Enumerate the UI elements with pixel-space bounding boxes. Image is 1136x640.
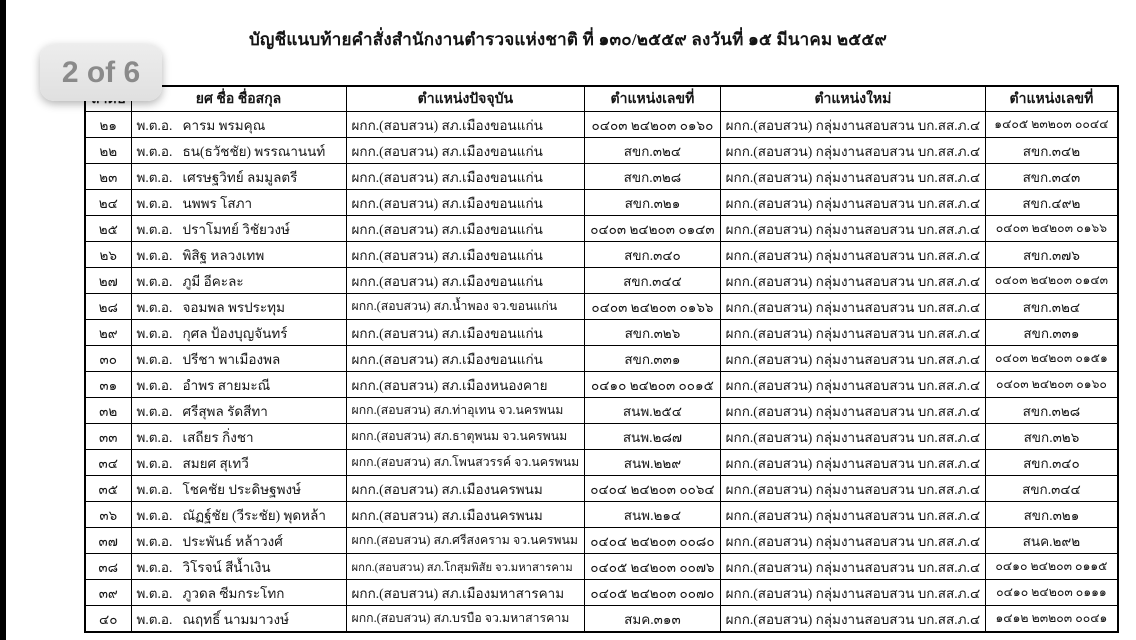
table-row	[85, 606, 1118, 633]
cell-new-position: ผกก.(สอบสวน) กลุ่มงานสอบสวน บก.สส.ภ.๔	[720, 424, 986, 450]
name-label: วิโรจน์ สีน้ำเงิน	[182, 559, 271, 575]
name-label: ปราโมทย์ วิชัยวงษ์	[182, 221, 290, 237]
cell-new-position: ผกก.(สอบสวน) กลุ่มงานสอบสวน บก.สส.ภ.๔	[720, 398, 986, 424]
cell-rank-name	[131, 502, 346, 528]
cell-current-position: ผกก.(สอบสวน) สภ.เมืองขอนแก่น	[346, 112, 585, 138]
cell-rank-name	[131, 138, 346, 164]
cell-position-number: สขก.๓๓๑	[585, 346, 720, 372]
cell-new-position: ผกก.(สอบสวน) กลุ่มงานสอบสวน บก.สส.ภ.๔	[720, 320, 986, 346]
cell-new-position: ผกก.(สอบสวน) กลุ่มงานสอบสวน บก.สส.ภ.๔	[720, 138, 986, 164]
cell-rank-name	[131, 242, 346, 268]
cell-rank-name	[131, 606, 346, 633]
table-row	[85, 320, 1118, 346]
cell-position-number: สนพ.๒๘๗	[585, 424, 720, 450]
rank-label: พ.ต.อ.	[136, 507, 173, 523]
cell-row-number: ๓๗	[85, 528, 131, 554]
cell-new-position: ผกก.(สอบสวน) กลุ่มงานสอบสวน บก.สส.ภ.๔	[720, 164, 986, 190]
cell-row-number: ๓๒	[85, 398, 131, 424]
cell-current-position: ผกก.(สอบสวน) สภ.เมืองหนองคาย	[346, 372, 585, 398]
cell-new-position-number: ๐๔๐๓ ๒๔๒๐๓ ๐๑๔๓	[986, 268, 1118, 294]
column-header-current-position: ตำแหน่งปัจจุบัน	[346, 86, 585, 112]
cell-position-number: สมค.๓๑๓	[585, 606, 720, 633]
cell-position-number: สนพ.๒๒๙	[585, 450, 720, 476]
table-row	[85, 502, 1118, 528]
table-row	[85, 268, 1118, 294]
name-label: จอมพล พรประทุม	[182, 299, 285, 315]
name-label: พิสิฐ หลวงเทพ	[182, 247, 265, 263]
cell-new-position-number: ๐๔๐๓ ๒๔๒๐๓ ๐๑๖๖	[986, 216, 1118, 242]
cell-current-position: ผกก.(สอบสวน) สภ.บรบือ จว.มหาสารคาม	[346, 606, 585, 633]
column-header-rank-name: ยศ ชื่อ ชื่อสกุล	[131, 86, 346, 112]
cell-current-position: ผกก.(สอบสวน) สภ.เมืองขอนแก่น	[346, 320, 585, 346]
cell-rank-name	[131, 424, 346, 450]
cell-row-number: ๒๔	[85, 190, 131, 216]
cell-row-number: ๓๘	[85, 554, 131, 580]
column-header-new-position-number: ตำแหน่งเลขที่	[986, 86, 1118, 112]
cell-position-number: ๐๔๑๐ ๒๔๒๐๓ ๐๐๑๕	[585, 372, 720, 398]
cell-new-position-number: สขก.๓๔๒	[986, 138, 1118, 164]
rank-label: พ.ต.อ.	[136, 117, 173, 133]
cell-new-position: ผกก.(สอบสวน) กลุ่มงานสอบสวน บก.สส.ภ.๔	[720, 190, 986, 216]
name-label: ภูมี อีคะละ	[182, 273, 244, 289]
cell-current-position: ผกก.(สอบสวน) สภ.เมืองขอนแก่น	[346, 216, 585, 242]
name-label: ณฤทธิ์ นามมาวงษ์	[182, 611, 289, 627]
name-label: ปรีชา พาเมืองพล	[182, 351, 281, 367]
rank-label: พ.ต.อ.	[136, 299, 173, 315]
cell-position-number: สนพ.๒๑๔	[585, 502, 720, 528]
rank-label: พ.ต.อ.	[136, 221, 173, 237]
cell-row-number: ๒๗	[85, 268, 131, 294]
cell-new-position-number: ๑๔๑๒ ๒๓๒๐๓ ๐๐๔๑	[986, 606, 1118, 633]
column-header-position-number: ตำแหน่งเลขที่	[585, 86, 720, 112]
cell-new-position: ผกก.(สอบสวน) กลุ่มงานสอบสวน บก.สส.ภ.๔	[720, 554, 986, 580]
cell-position-number: ๐๔๐๔ ๒๔๒๐๓ ๐๐๖๔	[585, 476, 720, 502]
cell-position-number: ๐๔๐๕ ๒๔๒๐๓ ๐๐๗๐	[585, 580, 720, 606]
cell-position-number: สขก.๓๒๖	[585, 320, 720, 346]
cell-row-number: ๒๕	[85, 216, 131, 242]
cell-current-position: ผกก.(สอบสวน) สภ.ท่าอุเทน จว.นครพนม	[346, 398, 585, 424]
name-label: กุศล ป้องบุญจันทร์	[182, 325, 288, 341]
cell-new-position-number: สขก.๓๔๔	[986, 476, 1118, 502]
cell-current-position: ผกก.(สอบสวน) สภ.ธาตุพนม จว.นครพนม	[346, 424, 585, 450]
table-row	[85, 112, 1118, 138]
cell-new-position-number: สขก.๔๙๒	[986, 190, 1118, 216]
cell-new-position-number: สขก.๓๔๓	[986, 164, 1118, 190]
name-label: เศรษฐวิทย์ ลมมูลตรี	[182, 169, 298, 185]
cell-rank-name	[131, 554, 346, 580]
cell-row-number: ๓๕	[85, 476, 131, 502]
table-row	[85, 528, 1118, 554]
cell-row-number: ๓๖	[85, 502, 131, 528]
name-label: โชคชัย ประดิษฐพงษ์	[182, 481, 301, 497]
table-row	[85, 242, 1118, 268]
cell-position-number: ๐๔๐๔ ๒๔๒๐๓ ๐๐๘๐	[585, 528, 720, 554]
name-label: ประพันธ์ หล้าวงศ์	[182, 533, 283, 549]
cell-rank-name	[131, 112, 346, 138]
cell-row-number: ๒๑	[85, 112, 131, 138]
rank-label: พ.ต.อ.	[136, 169, 173, 185]
cell-new-position: ผกก.(สอบสวน) กลุ่มงานสอบสวน บก.สส.ภ.๔	[720, 372, 986, 398]
cell-position-number: ๐๔๐๓ ๒๔๒๐๓ ๐๑๖๐	[585, 112, 720, 138]
cell-new-position-number: สนค.๒๙๒	[986, 528, 1118, 554]
rank-label: พ.ต.อ.	[136, 403, 173, 419]
table-row	[85, 190, 1118, 216]
name-label: อำพร สายมะณี	[182, 377, 271, 393]
cell-rank-name	[131, 528, 346, 554]
rank-label: พ.ต.อ.	[136, 455, 173, 471]
cell-new-position-number: สขก.๓๒๖	[986, 424, 1118, 450]
screenshot-left-edge-bar	[0, 0, 6, 640]
cell-current-position: ผกก.(สอบสวน) สภ.เมืองขอนแก่น	[346, 138, 585, 164]
cell-new-position: ผกก.(สอบสวน) กลุ่มงานสอบสวน บก.สส.ภ.๔	[720, 268, 986, 294]
name-label: นพพร โสภา	[182, 195, 253, 211]
cell-new-position: ผกก.(สอบสวน) กลุ่มงานสอบสวน บก.สส.ภ.๔	[720, 502, 986, 528]
name-label: เสถียร กิ่งชา	[182, 429, 254, 445]
cell-rank-name	[131, 372, 346, 398]
cell-new-position-number: ๐๔๑๐ ๒๔๒๐๓ ๐๑๑๕	[986, 554, 1118, 580]
cell-row-number: ๓๓	[85, 424, 131, 450]
page-indicator-badge: 2 of 6	[40, 44, 162, 101]
cell-rank-name	[131, 398, 346, 424]
name-label: ณัฏฐ์ชัย (วีระชัย) พุดหล้า	[182, 507, 326, 523]
rank-label: พ.ต.อ.	[136, 585, 173, 601]
cell-row-number: ๒๓	[85, 164, 131, 190]
cell-current-position: ผกก.(สอบสวน) สภ.เมืองนครพนม	[346, 476, 585, 502]
rank-label: พ.ต.อ.	[136, 377, 173, 393]
rank-label: พ.ต.อ.	[136, 481, 173, 497]
cell-rank-name	[131, 580, 346, 606]
table-row	[85, 476, 1118, 502]
cell-rank-name	[131, 476, 346, 502]
cell-new-position: ผกก.(สอบสวน) กลุ่มงานสอบสวน บก.สส.ภ.๔	[720, 580, 986, 606]
table-row	[85, 372, 1118, 398]
table-row	[85, 424, 1118, 450]
cell-position-number: ๐๔๐๓ ๒๔๒๐๓ ๐๑๔๓	[585, 216, 720, 242]
cell-new-position-number: ๐๔๑๐ ๒๔๒๐๓ ๐๑๑๑	[986, 580, 1118, 606]
cell-position-number: ๐๔๐๓ ๒๔๒๐๓ ๐๑๖๖	[585, 294, 720, 320]
table-row	[85, 554, 1118, 580]
table-row	[85, 450, 1118, 476]
rank-label: พ.ต.อ.	[136, 143, 173, 159]
cell-current-position: ผกก.(สอบสวน) สภ.เมืองขอนแก่น	[346, 242, 585, 268]
name-label: คารม พรมคุณ	[182, 117, 266, 133]
cell-row-number: ๓๐	[85, 346, 131, 372]
cell-current-position: ผกก.(สอบสวน) สภ.เมืองมหาสารคาม	[346, 580, 585, 606]
table-row	[85, 138, 1118, 164]
column-header-new-position: ตำแหน่งใหม่	[720, 86, 986, 112]
rank-label: พ.ต.อ.	[136, 325, 173, 341]
cell-current-position: ผกก.(สอบสวน) สภ.เมืองขอนแก่น	[346, 268, 585, 294]
rank-label: พ.ต.อ.	[136, 559, 173, 575]
cell-current-position: ผกก.(สอบสวน) สภ.เมืองขอนแก่น	[346, 346, 585, 372]
cell-rank-name	[131, 294, 346, 320]
table-row	[85, 346, 1118, 372]
rank-label: พ.ต.อ.	[136, 429, 173, 445]
rank-label: พ.ต.อ.	[136, 247, 173, 263]
rank-label: พ.ต.อ.	[136, 273, 173, 289]
cell-new-position-number: สขก.๓๒๑	[986, 502, 1118, 528]
name-label: ศรีสุพล รัดสีทา	[182, 403, 268, 419]
cell-position-number: ๐๔๐๕ ๒๔๒๐๓ ๐๐๗๖	[585, 554, 720, 580]
cell-new-position: ผกก.(สอบสวน) กลุ่มงานสอบสวน บก.สส.ภ.๔	[720, 450, 986, 476]
cell-rank-name	[131, 190, 346, 216]
cell-new-position-number: ๑๔๐๕ ๒๓๒๐๓ ๐๐๔๔	[986, 112, 1118, 138]
cell-position-number: สขก.๓๒๔	[585, 138, 720, 164]
cell-new-position: ผกก.(สอบสวน) กลุ่มงานสอบสวน บก.สส.ภ.๔	[720, 476, 986, 502]
rank-label: พ.ต.อ.	[136, 533, 173, 549]
cell-row-number: ๓๔	[85, 450, 131, 476]
table-row	[85, 580, 1118, 606]
cell-rank-name	[131, 450, 346, 476]
cell-row-number: ๒๒	[85, 138, 131, 164]
cell-new-position-number: สขก.๓๓๑	[986, 320, 1118, 346]
cell-position-number: สขก.๓๔๔	[585, 268, 720, 294]
cell-current-position: ผกก.(สอบสวน) สภ.เมืองนครพนม	[346, 502, 585, 528]
header-row	[85, 86, 1118, 112]
rank-label: พ.ต.อ.	[136, 351, 173, 367]
cell-current-position: ผกก.(สอบสวน) สภ.เมืองขอนแก่น	[346, 190, 585, 216]
cell-position-number: สขก.๓๔๐	[585, 242, 720, 268]
table-row	[85, 294, 1118, 320]
cell-new-position-number: สขก.๓๔๐	[986, 450, 1118, 476]
cell-current-position: ผกก.(สอบสวน) สภ.ศรีสงคราม จว.นครพนม	[346, 528, 585, 554]
cell-current-position: ผกก.(สอบสวน) สภ.น้ำพอง จว.ขอนแก่น	[346, 294, 585, 320]
name-label: ภูวดล ซีมกระโทก	[182, 585, 285, 601]
cell-current-position: ผกก.(สอบสวน) สภ.โพนสวรรค์ จว.นครพนม	[346, 450, 585, 476]
cell-new-position: ผกก.(สอบสวน) กลุ่มงานสอบสวน บก.สส.ภ.๔	[720, 294, 986, 320]
cell-position-number: สขก.๓๒๘	[585, 164, 720, 190]
cell-rank-name	[131, 268, 346, 294]
cell-row-number: ๔๐	[85, 606, 131, 633]
cell-new-position: ผกก.(สอบสวน) กลุ่มงานสอบสวน บก.สส.ภ.๔	[720, 528, 986, 554]
cell-row-number: ๒๙	[85, 320, 131, 346]
officer-transfer-table	[84, 85, 1119, 633]
table-row	[85, 216, 1118, 242]
cell-rank-name	[131, 320, 346, 346]
cell-current-position: ผกก.(สอบสวน) สภ.เมืองขอนแก่น	[346, 164, 585, 190]
cell-new-position-number: สขก.๓๒๘	[986, 398, 1118, 424]
cell-row-number: ๒๘	[85, 294, 131, 320]
cell-rank-name	[131, 346, 346, 372]
table-row	[85, 398, 1118, 424]
rank-label: พ.ต.อ.	[136, 611, 173, 627]
cell-new-position: ผกก.(สอบสวน) กลุ่มงานสอบสวน บก.สส.ภ.๔	[720, 216, 986, 242]
cell-current-position: ผกก.(สอบสวน) สภ.โกสุมพิสัย จว.มหาสารคาม	[346, 554, 585, 580]
cell-new-position-number: สขก.๓๗๖	[986, 242, 1118, 268]
cell-new-position-number: สขก.๓๒๔	[986, 294, 1118, 320]
cell-new-position: ผกก.(สอบสวน) กลุ่มงานสอบสวน บก.สส.ภ.๔	[720, 346, 986, 372]
rank-label: พ.ต.อ.	[136, 195, 173, 211]
cell-position-number: สนพ.๒๕๔	[585, 398, 720, 424]
cell-row-number: ๓๙	[85, 580, 131, 606]
cell-new-position-number: ๐๔๐๓ ๒๔๒๐๓ ๐๑๕๑	[986, 346, 1118, 372]
cell-rank-name	[131, 216, 346, 242]
name-label: ธน(ธวัชชัย) พรรณานนท์	[182, 143, 326, 159]
table-row	[85, 164, 1118, 190]
cell-new-position-number: ๐๔๐๓ ๒๔๒๐๓ ๐๑๖๐	[986, 372, 1118, 398]
cell-new-position: ผกก.(สอบสวน) กลุ่มงานสอบสวน บก.สส.ภ.๔	[720, 242, 986, 268]
cell-new-position: ผกก.(สอบสวน) กลุ่มงานสอบสวน บก.สส.ภ.๔	[720, 606, 986, 633]
cell-row-number: ๓๑	[85, 372, 131, 398]
cell-new-position: ผกก.(สอบสวน) กลุ่มงานสอบสวน บก.สส.ภ.๔	[720, 112, 986, 138]
cell-row-number: ๒๖	[85, 242, 131, 268]
document-title: บัญชีแนบท้ายคำสั่งสำนักงานตำรวจแห่งชาติ ที่ ๑๓๐/๒๕๕๙ ลงวันที่ ๑๕ มีนาคม ๒๕๕๙	[248, 30, 888, 49]
cell-rank-name	[131, 164, 346, 190]
name-label: สมยศ สุเทวี	[182, 455, 249, 471]
cell-position-number: สขก.๓๒๑	[585, 190, 720, 216]
